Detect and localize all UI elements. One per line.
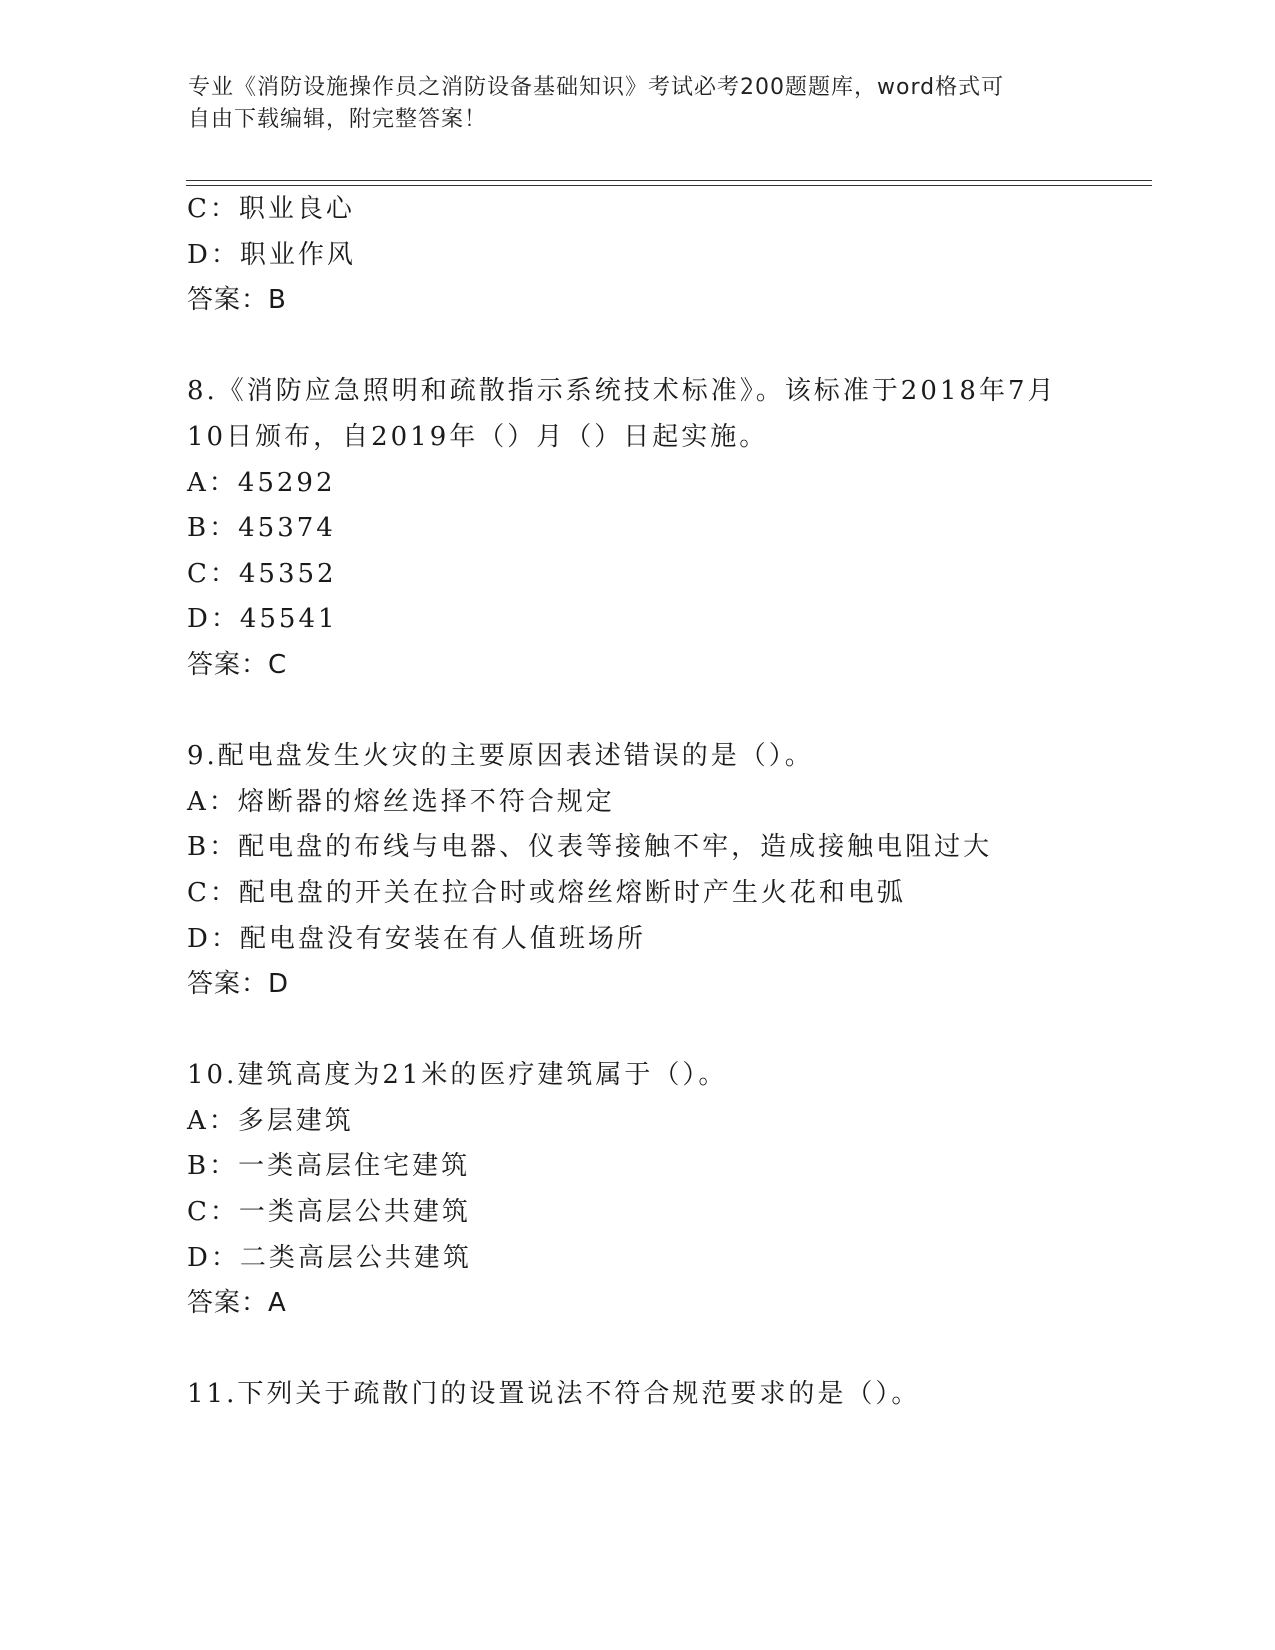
question-11 (187, 1372, 1147, 1418)
question-stem-continued: 10日颁布，自2019年（）月（）日起实施。 (187, 421, 769, 452)
option-b: B：45374 (187, 513, 336, 544)
option-c: C：配电盘的开关在拉合时或熔丝熔断时产生火花和电弧 (187, 877, 906, 908)
answer-line: 答案：B (187, 285, 287, 316)
question-8 (187, 369, 1147, 688)
spacer (187, 689, 1147, 735)
option-d: D：职业作风 (187, 239, 356, 270)
option-d: D：45541 (187, 604, 338, 635)
option-a: A：45292 (187, 467, 336, 498)
header-rule-bottom (186, 185, 1152, 186)
option-c: C：职业良心 (187, 194, 355, 224)
question-stem: 11.下列关于疏散门的设置说法不符合规范要求的是（）。 (187, 1379, 921, 1410)
option-d: D：配电盘没有安装在有人值班场所 (187, 923, 646, 954)
question-9 (187, 734, 1147, 1008)
spacer (187, 324, 1147, 370)
header-rule-top (186, 180, 1152, 181)
header-line-2: 自由下载编辑，附完整答案！ (188, 107, 488, 132)
document-header (188, 72, 1068, 136)
option-b: B：配电盘的布线与电器、仪表等接触不牢，造成接触电阻过大 (187, 832, 993, 863)
option-b: B：一类高层住宅建筑 (187, 1151, 471, 1182)
option-a: A：多层建筑 (187, 1105, 354, 1136)
option-d: D：二类高层公共建筑 (187, 1242, 472, 1273)
question-stem: 8.《消防应急照明和疏散指示系统技术标准》。该标准于2018年7月 (187, 376, 1057, 407)
spacer (187, 1008, 1147, 1054)
question-10 (187, 1053, 1147, 1327)
question-stem: 10.建筑高度为21米的医疗建筑属于（）。 (187, 1060, 728, 1091)
question-stem: 9.配电盘发生火灾的主要原因表述错误的是（）。 (187, 741, 814, 772)
question-list (187, 187, 1147, 1418)
answer-line: 答案：D (187, 969, 290, 1000)
answer-line: 答案：A (187, 1288, 287, 1319)
option-a: A：熔断器的熔丝选择不符合规定 (187, 786, 615, 817)
header-line-1: 专业《消防设施操作员之消防设备基础知识》考试必考200题题库，word格式可 (188, 75, 1005, 100)
answer-line: 答案：C (187, 649, 288, 680)
option-c: C：45352 (187, 558, 337, 589)
option-c: C：一类高层公共建筑 (187, 1197, 471, 1228)
spacer (187, 1327, 1147, 1373)
